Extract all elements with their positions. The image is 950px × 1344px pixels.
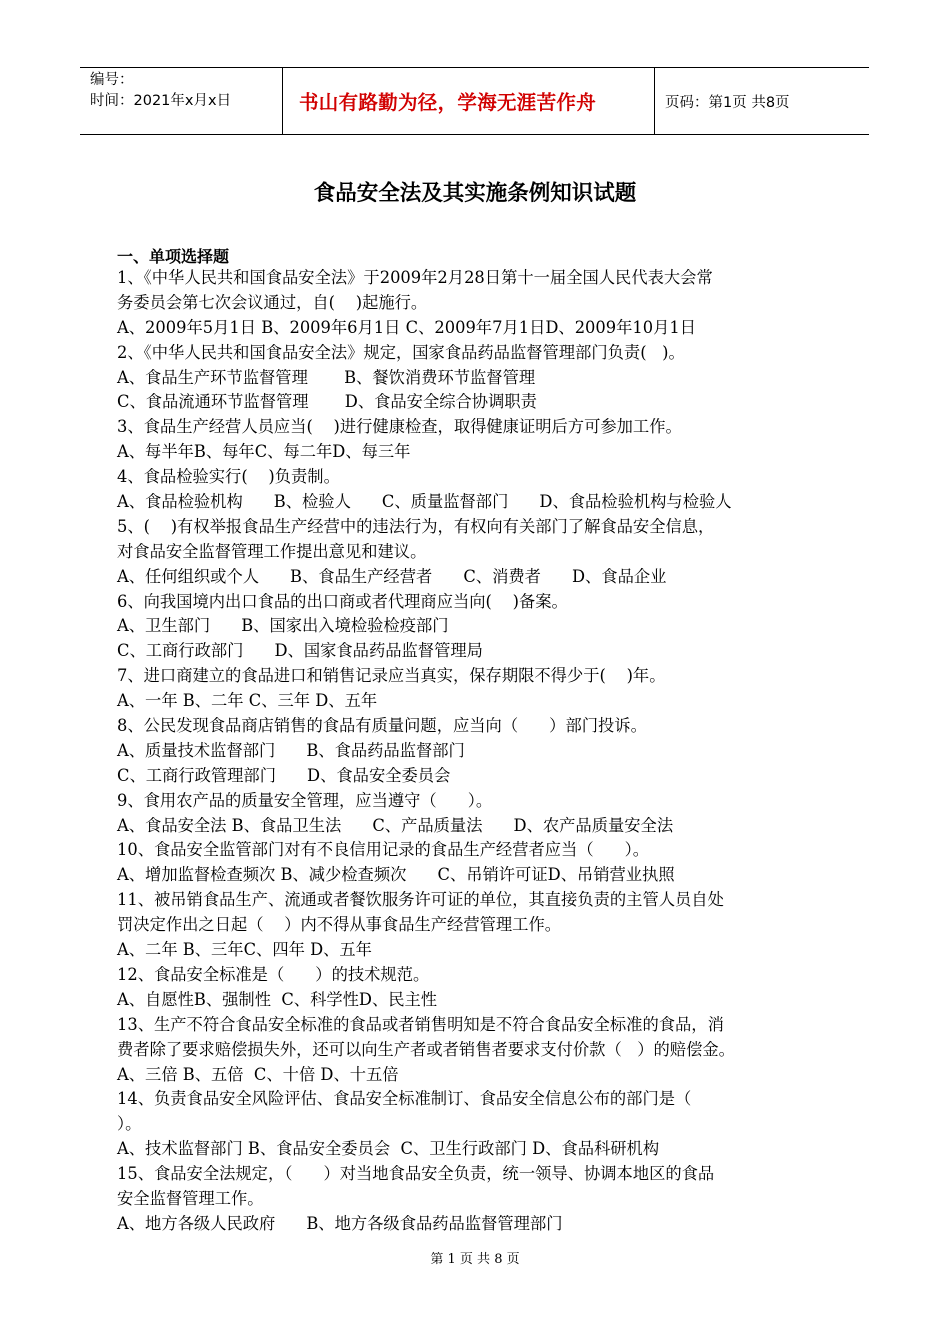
text-line: C、工商行政管理部门 D、食品安全委员会 [117, 765, 451, 785]
text-line: A、二年 B、三年C、四年 D、五年 [117, 940, 372, 960]
text-line: 14、负责食品安全风险评估、食品安全标准制订、食品安全信息公布的部门是（ [117, 1089, 692, 1109]
text-line: 4、食品检验实行( )负责制。 [117, 467, 340, 487]
header-page-cell [655, 68, 869, 134]
text-line: A、增加监督检查频次 B、减少检查频次 C、吊销许可证D、吊销营业执照 [117, 865, 675, 885]
text-line: A、食品安全法 B、食品卫生法 C、产品质量法 D、农产品质量安全法 [117, 815, 674, 835]
number-label: 编号： [90, 72, 134, 88]
text-line: 6、向我国境内出口食品的出口商或者代理商应当向( )备案。 [117, 591, 568, 611]
text-line: A、技术监督部门 B、食品安全委员会 C、卫生行政部门 D、食品科研机构 [117, 1139, 660, 1159]
text-line: A、卫生部门 B、国家出入境检验检疫部门 [117, 616, 449, 636]
text-line: 13、生产不符合食品安全标准的食品或者销售明知是不符合食品安全标准的食品，消 [117, 1014, 724, 1034]
text-line: 费者除了要求赔偿损失外，还可以向生产者或者销售者要求支付价款（ ）的赔偿金。 [117, 1039, 735, 1059]
text-line: A、一年 B、二年 C、三年 D、五年 [117, 691, 378, 711]
page-footer: 第 1 页 共 8 页 [430, 1252, 520, 1267]
text-line: 1、《中华人民共和国食品安全法》于2009年2月28日第十一届全国人民代表大会常 [117, 268, 713, 287]
text-line: 5、( )有权举报食品生产经营中的违法行为，有权向有关部门了解食品安全信息， [117, 516, 715, 536]
text-line: 务委员会第七次会议通过，自( )起施行。 [117, 292, 428, 312]
section-heading: 一、单项选择题 [117, 247, 230, 266]
text-line: 12、食品安全标准是（ ）的技术规范。 [117, 964, 430, 984]
text-line: A、自愿性B、强制性 C、科学性D、民主性 [117, 989, 438, 1009]
document-title: 食品安全法及其实施条例知识试题 [313, 181, 637, 206]
text-line: A、2009年5月1日 B、2009年6月1日 C、2009年7月1日D、2009年10月1日 [117, 317, 697, 337]
header-meta-cell [80, 68, 283, 134]
text-line: 3、食品生产经营人员应当( )进行健康检查，取得健康证明后方可参加工作。 [117, 417, 682, 437]
text-line: 9、食用农产品的质量安全管理，应当遵守（ ）。 [117, 790, 493, 810]
text-line: 15、食品安全法规定，（ ）对当地食品安全负责，统一领导、协调本地区的食品 [117, 1164, 715, 1184]
text-line: 安全监督管理工作。 [117, 1188, 264, 1208]
time-label: 时间：2021年x月x日 [90, 93, 232, 109]
question-body [117, 266, 837, 1237]
text-line: A、每半年B、每年C、每二年D、每三年 [117, 442, 411, 462]
text-line: A、三倍 B、五倍 C、十倍 D、十五倍 [117, 1064, 399, 1084]
text-line: 2、《中华人民共和国食品安全法》规定，国家食品药品监督管理部门负责( )。 [117, 342, 685, 362]
text-line: 8、公民发现食品商店销售的食品有质量问题，应当向（ ）部门投诉。 [117, 716, 647, 736]
text-line: A、地方各级人民政府 B、地方各级食品药品监督管理部门 [117, 1213, 563, 1233]
header-motto-cell [283, 68, 655, 134]
motto-text: 书山有路勤为径，学海无涯苦作舟 [299, 91, 597, 114]
text-line: A、任何组织或个人 B、食品生产经营者 C、消费者 D、食品企业 [117, 566, 667, 586]
header-table [80, 67, 869, 135]
page-info: 页码：第1页 共8页 [665, 94, 790, 111]
text-line: C、工商行政部门 D、国家食品药品监督管理局 [117, 641, 483, 661]
text-line: A、食品检验机构 B、检验人 C、质量监督部门 D、食品检验机构与检验人 [117, 492, 732, 512]
text-line: C、食品流通环节监督管理 D、食品安全综合协调职责 [117, 392, 537, 412]
text-line: 10、食品安全监管部门对有不良信用记录的食品生产经营者应当（ ）。 [117, 840, 650, 860]
text-line: 罚决定作出之日起（ ）内不得从事食品生产经营管理工作。 [117, 915, 562, 935]
text-line: 11、被吊销食品生产、流通或者餐饮服务许可证的单位，其直接负责的主管人员自处 [117, 890, 724, 910]
text-line: 7、进口商建立的食品进口和销售记录应当真实，保存期限不得少于( )年。 [117, 666, 666, 686]
text-line: A、质量技术监督部门 B、食品药品监督部门 [117, 740, 465, 760]
text-line: A、食品生产环节监督管理 B、餐饮消费环节监督管理 [117, 367, 536, 387]
text-line: ）。 [117, 1114, 142, 1134]
text-line: 对食品安全监督管理工作提出意见和建议。 [117, 541, 427, 561]
